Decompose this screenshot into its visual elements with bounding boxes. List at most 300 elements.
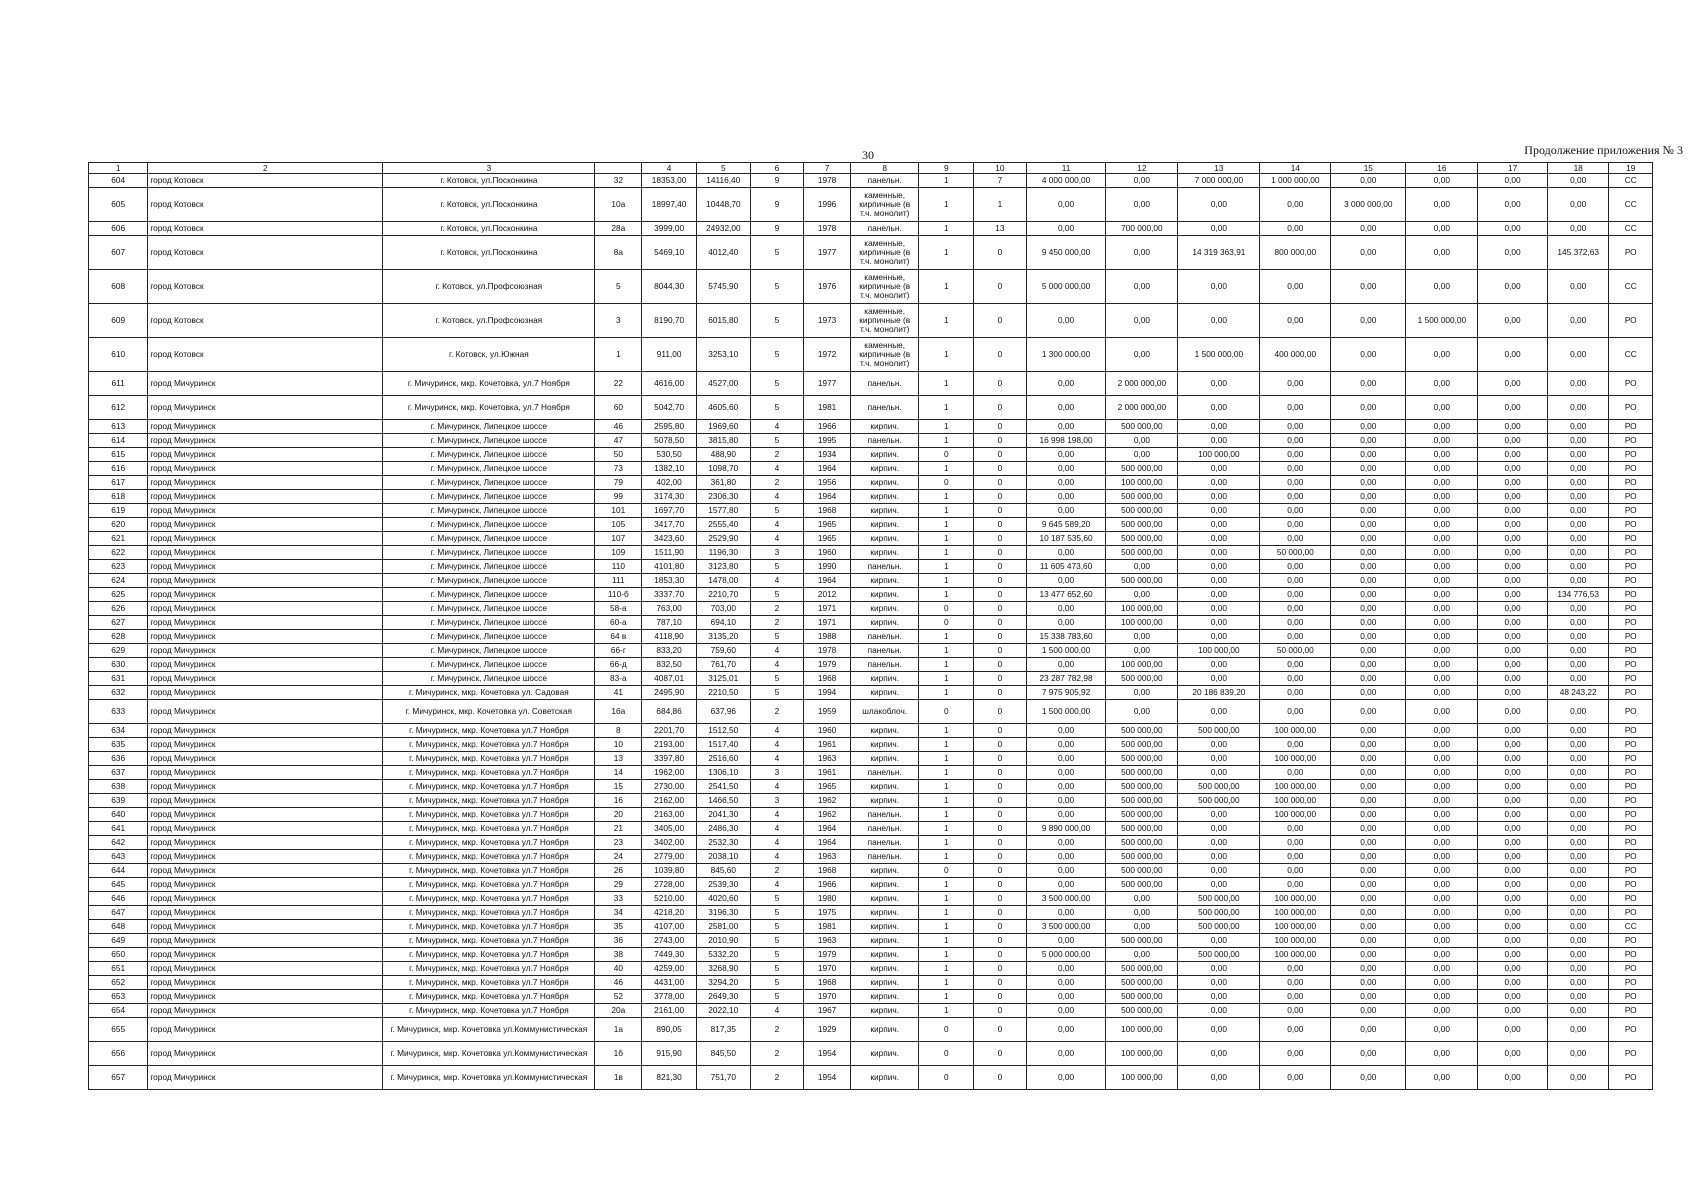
table-cell: 1 <box>919 808 974 822</box>
table-cell: 2728,00 <box>642 878 697 892</box>
table-cell: 0 <box>919 476 974 490</box>
table-cell: 1968 <box>804 672 851 686</box>
table-cell: 0,00 <box>1478 1066 1548 1090</box>
table-row <box>89 560 1653 574</box>
table-cell: 0,00 <box>1178 672 1260 686</box>
table-cell: 18997,40 <box>642 188 697 222</box>
table-cell: 5 <box>750 504 804 518</box>
table-cell: 0,00 <box>1260 504 1331 518</box>
table-cell: 500 000,00 <box>1178 794 1260 808</box>
table-cell: 0,00 <box>1331 588 1406 602</box>
table-cell: 500 000,00 <box>1106 574 1178 588</box>
table-cell: 500 000,00 <box>1106 808 1178 822</box>
table-cell: 3815,80 <box>696 434 750 448</box>
table-cell: 2 <box>750 602 804 616</box>
table-cell: 0,00 <box>1260 864 1331 878</box>
table-cell: 0,00 <box>1478 270 1548 304</box>
table-row <box>89 588 1653 602</box>
table-row <box>89 794 1653 808</box>
table-cell: 4218,20 <box>642 906 697 920</box>
table-cell: 1979 <box>804 658 851 672</box>
table-cell: 1 300 000,00 <box>1026 338 1106 372</box>
table-cell: 0,00 <box>1478 948 1548 962</box>
table-row <box>89 836 1653 850</box>
table-cell: 1964 <box>804 490 851 504</box>
table-cell: 46 <box>595 420 642 434</box>
table-cell: 0 <box>974 338 1026 372</box>
table-cell: город Мичуринск <box>148 780 383 794</box>
table-cell: 652 <box>89 976 148 990</box>
table-cell: 1 <box>919 420 974 434</box>
table-cell: 0,00 <box>1478 560 1548 574</box>
table-cell: панельн. <box>850 836 918 850</box>
table-cell: 0,00 <box>1260 616 1331 630</box>
table-cell: 0,00 <box>1547 738 1609 752</box>
table-cell: 0,00 <box>1478 724 1548 738</box>
table-cell: 2210,50 <box>696 686 750 700</box>
table-cell: город Мичуринск <box>148 672 383 686</box>
table-cell: 1962 <box>804 794 851 808</box>
table-row <box>89 222 1653 236</box>
table-cell: 1968 <box>804 504 851 518</box>
table-cell: 0,00 <box>1260 476 1331 490</box>
table-cell: панельн. <box>850 396 918 420</box>
table-cell: город Мичуринск <box>148 532 383 546</box>
table-cell: 0,00 <box>1547 174 1609 188</box>
table-cell: 0,00 <box>1178 532 1260 546</box>
table-cell: 0,00 <box>1026 934 1106 948</box>
table-cell: 9 <box>750 174 804 188</box>
table-cell: 0,00 <box>1478 808 1548 822</box>
table-cell: 500 000,00 <box>1106 462 1178 476</box>
table-cell: 107 <box>595 532 642 546</box>
table-cell: 0,00 <box>1178 396 1260 420</box>
table-cell: 3196,30 <box>696 906 750 920</box>
table-cell: 0,00 <box>1331 338 1406 372</box>
table-cell: 0 <box>974 588 1026 602</box>
table-cell: 0,00 <box>1026 780 1106 794</box>
table-cell: 0,00 <box>1331 462 1406 476</box>
table-cell: г. Мичуринск, Липецкое шоссе <box>383 630 595 644</box>
table-cell: 0,00 <box>1026 490 1106 504</box>
table-row <box>89 864 1653 878</box>
table-cell: РО <box>1609 532 1653 546</box>
table-cell: 0,00 <box>1026 836 1106 850</box>
table-cell: город Мичуринск <box>148 836 383 850</box>
table-cell: 0,00 <box>1331 546 1406 560</box>
table-cell: 0,00 <box>1406 236 1478 270</box>
table-cell: кирпич. <box>850 976 918 990</box>
table-cell: 0,00 <box>1406 738 1478 752</box>
table-cell: город Котовск <box>148 236 383 270</box>
table-cell: 0 <box>974 504 1026 518</box>
table-cell: 0,00 <box>1331 236 1406 270</box>
table-cell: 632 <box>89 686 148 700</box>
table-cell: 0,00 <box>1547 752 1609 766</box>
table-cell: 1961 <box>804 766 851 780</box>
table-cell: 0,00 <box>1478 1018 1548 1042</box>
table-cell: 0,00 <box>1406 836 1478 850</box>
table-row <box>89 518 1653 532</box>
table-row <box>89 420 1653 434</box>
table-cell: каменные, кирпичные (в т.ч. монолит) <box>850 188 918 222</box>
table-cell: 8190,70 <box>642 304 697 338</box>
table-cell: 0,00 <box>1547 864 1609 878</box>
table-cell: 1962 <box>804 808 851 822</box>
table-cell: город Мичуринск <box>148 700 383 724</box>
table-cell: РО <box>1609 1004 1653 1018</box>
table-cell: 2022,10 <box>696 1004 750 1018</box>
table-cell: 0,00 <box>1331 420 1406 434</box>
table-cell: 0,00 <box>1260 1004 1331 1018</box>
table-cell: кирпич. <box>850 672 918 686</box>
table-cell: 2486,30 <box>696 822 750 836</box>
table-cell: 641 <box>89 822 148 836</box>
table-cell: 0,00 <box>1547 490 1609 504</box>
table-cell: панельн. <box>850 174 918 188</box>
table-cell: РО <box>1609 822 1653 836</box>
table-cell: 1 500 000,00 <box>1026 700 1106 724</box>
table-cell: г. Мичуринск, Липецкое шоссе <box>383 672 595 686</box>
table-cell: 2539,30 <box>696 878 750 892</box>
table-cell: 0 <box>974 962 1026 976</box>
table-cell: 500 000,00 <box>1106 822 1178 836</box>
table-cell: г. Котовск, ул.Южная <box>383 338 595 372</box>
table-cell: 1697,70 <box>642 504 697 518</box>
table-cell: 1 <box>919 906 974 920</box>
table-cell: 0,00 <box>1178 976 1260 990</box>
table-cell: г. Мичуринск, мкр. Кочетовка ул.7 Ноября <box>383 990 595 1004</box>
table-cell: 0,00 <box>1406 878 1478 892</box>
table-cell: город Мичуринск <box>148 892 383 906</box>
table-cell: РО <box>1609 990 1653 1004</box>
table-cell: 0,00 <box>1178 602 1260 616</box>
table-cell: 0 <box>974 1042 1026 1066</box>
table-cell: г. Мичуринск, Липецкое шоссе <box>383 448 595 462</box>
table-row <box>89 616 1653 630</box>
table-cell: 0 <box>974 906 1026 920</box>
table-cell: 0 <box>974 724 1026 738</box>
table-cell: 110 <box>595 560 642 574</box>
table-cell: 643 <box>89 850 148 864</box>
table-cell: РО <box>1609 700 1653 724</box>
table-cell: 9 <box>750 188 804 222</box>
table-cell: 10 187 535,60 <box>1026 532 1106 546</box>
table-cell: 1994 <box>804 686 851 700</box>
table-cell: 0 <box>974 700 1026 724</box>
table-row <box>89 672 1653 686</box>
table-cell: город Мичуринск <box>148 990 383 1004</box>
table-cell: 0,00 <box>1178 222 1260 236</box>
table-cell: 4616,00 <box>642 372 697 396</box>
table-cell: 0,00 <box>1478 448 1548 462</box>
table-cell: 2306,30 <box>696 490 750 504</box>
table-cell: 621 <box>89 532 148 546</box>
table-cell: кирпич. <box>850 752 918 766</box>
table-cell: 0,00 <box>1478 836 1548 850</box>
table-cell: г. Мичуринск, мкр. Кочетовка ул.7 Ноября <box>383 864 595 878</box>
table-cell: кирпич. <box>850 738 918 752</box>
table-cell: 0 <box>974 630 1026 644</box>
table-cell: 0,00 <box>1178 766 1260 780</box>
table-cell: 0,00 <box>1331 686 1406 700</box>
table-cell: г. Котовск, ул.Посконкина <box>383 236 595 270</box>
table-cell: 1 <box>919 962 974 976</box>
table-cell: 3 <box>595 304 642 338</box>
table-cell: 2201,70 <box>642 724 697 738</box>
table-cell: 0,00 <box>1178 658 1260 672</box>
table-cell: город Мичуринск <box>148 546 383 560</box>
table-cell: 0,00 <box>1260 222 1331 236</box>
table-cell: город Котовск <box>148 304 383 338</box>
table-cell: 3 500 000,00 <box>1026 920 1106 934</box>
table-cell: 58-а <box>595 602 642 616</box>
table-cell: 0,00 <box>1478 766 1548 780</box>
table-cell: 625 <box>89 588 148 602</box>
table-cell: город Мичуринск <box>148 644 383 658</box>
table-cell: 0,00 <box>1106 630 1178 644</box>
table-cell: 500 000,00 <box>1106 878 1178 892</box>
table-cell: 0,00 <box>1106 338 1178 372</box>
table-cell: 1 <box>919 990 974 1004</box>
table-cell: 5 <box>750 976 804 990</box>
table-cell: 1996 <box>804 188 851 222</box>
table-cell: 0,00 <box>1406 892 1478 906</box>
table-cell: СС <box>1609 222 1653 236</box>
table-cell: 0 <box>974 738 1026 752</box>
table-cell: 1970 <box>804 962 851 976</box>
table-cell: панельн. <box>850 644 918 658</box>
table-cell: 0,00 <box>1026 878 1106 892</box>
table-cell: РО <box>1609 588 1653 602</box>
table-cell: 4259,00 <box>642 962 697 976</box>
column-header: 9 <box>919 163 974 174</box>
table-cell: 0,00 <box>1547 700 1609 724</box>
table-cell: 2649,30 <box>696 990 750 1004</box>
table-cell: 4 <box>750 850 804 864</box>
table-cell: 615 <box>89 448 148 462</box>
column-header: 17 <box>1478 163 1548 174</box>
table-cell: РО <box>1609 1042 1653 1066</box>
table-cell: 500 000,00 <box>1106 518 1178 532</box>
table-cell: 20 186 839,20 <box>1178 686 1260 700</box>
table-cell: 0,00 <box>1406 588 1478 602</box>
table-cell: 20а <box>595 1004 642 1018</box>
table-cell: 1977 <box>804 236 851 270</box>
table-cell: кирпич. <box>850 588 918 602</box>
table-cell: 0,00 <box>1406 1042 1478 1066</box>
table-cell: 0,00 <box>1260 658 1331 672</box>
table-cell: 648 <box>89 920 148 934</box>
table-cell: 1 <box>919 794 974 808</box>
table-cell: 4 <box>750 518 804 532</box>
table-cell: 1968 <box>804 976 851 990</box>
table-row <box>89 1018 1653 1042</box>
table-cell: 4012,40 <box>696 236 750 270</box>
table-cell: г. Мичуринск, Липецкое шоссе <box>383 658 595 672</box>
table-cell: 0,00 <box>1406 906 1478 920</box>
table-cell: 0,00 <box>1026 1066 1106 1090</box>
table-cell: 1 <box>919 588 974 602</box>
table-cell: 0,00 <box>1406 546 1478 560</box>
table-cell: 0,00 <box>1331 850 1406 864</box>
table-cell: 100 000,00 <box>1260 920 1331 934</box>
table-cell: 0,00 <box>1026 738 1106 752</box>
table-cell: 0,00 <box>1547 504 1609 518</box>
table-cell: 0 <box>974 934 1026 948</box>
table-cell: 1988 <box>804 630 851 644</box>
table-cell: 0,00 <box>1106 434 1178 448</box>
table-cell: 4 000 000,00 <box>1026 174 1106 188</box>
table-cell: кирпич. <box>850 962 918 976</box>
table-cell: 0,00 <box>1106 448 1178 462</box>
table-cell: 5332,20 <box>696 948 750 962</box>
table-cell: 14116,40 <box>696 174 750 188</box>
table-cell: 4 <box>750 532 804 546</box>
table-cell: 5 000 000,00 <box>1026 948 1106 962</box>
table-cell: 0,00 <box>1026 724 1106 738</box>
table-cell: 0,00 <box>1178 616 1260 630</box>
table-cell: РО <box>1609 752 1653 766</box>
table-cell: 0 <box>974 396 1026 420</box>
table-cell: 1 <box>919 672 974 686</box>
table-cell: 500 000,00 <box>1106 976 1178 990</box>
table-cell: СС <box>1609 920 1653 934</box>
table-cell: город Котовск <box>148 188 383 222</box>
table-cell: 5 <box>750 990 804 1004</box>
table-row <box>89 738 1653 752</box>
table-cell: кирпич. <box>850 1004 918 1018</box>
table-cell: 100 000,00 <box>1178 644 1260 658</box>
table-cell: 66-г <box>595 644 642 658</box>
table-cell: город Мичуринск <box>148 372 383 396</box>
table-cell: 500 000,00 <box>1106 850 1178 864</box>
table-cell: 619 <box>89 504 148 518</box>
table-cell: 787,10 <box>642 616 697 630</box>
table-cell: г. Мичуринск, мкр. Кочетовка ул.7 Ноября <box>383 850 595 864</box>
table-row <box>89 270 1653 304</box>
table-cell: 0 <box>974 574 1026 588</box>
table-cell: 5 <box>750 372 804 396</box>
table-cell: 1980 <box>804 892 851 906</box>
table-cell: 0,00 <box>1547 616 1609 630</box>
table-cell: 633 <box>89 700 148 724</box>
table-cell: 0,00 <box>1478 1004 1548 1018</box>
table-cell: 6015,80 <box>696 304 750 338</box>
table-cell: панельн. <box>850 630 918 644</box>
table-cell: город Мичуринск <box>148 948 383 962</box>
table-cell: 3405,00 <box>642 822 697 836</box>
table-cell: 4 <box>750 822 804 836</box>
table-cell: г. Мичуринск, мкр. Кочетовка ул.7 Ноября <box>383 1004 595 1018</box>
table-cell: 79 <box>595 476 642 490</box>
table-cell: 0,00 <box>1478 174 1548 188</box>
table-cell: 1 <box>919 532 974 546</box>
table-cell: 0,00 <box>1547 396 1609 420</box>
table-cell: 0,00 <box>1260 420 1331 434</box>
table-cell: 800 000,00 <box>1260 236 1331 270</box>
table-cell: 613 <box>89 420 148 434</box>
table-cell: 5 <box>750 892 804 906</box>
table-row <box>89 304 1653 338</box>
table-cell: г. Мичуринск, мкр. Кочетовка ул.7 Ноября <box>383 892 595 906</box>
table-cell: 0 <box>974 864 1026 878</box>
table-cell: РО <box>1609 962 1653 976</box>
table-cell: 1 <box>919 236 974 270</box>
table-cell: 23 287 782,98 <box>1026 672 1106 686</box>
table-cell: 1954 <box>804 1066 851 1090</box>
table-cell: 0,00 <box>1178 822 1260 836</box>
table-cell: 16а <box>595 700 642 724</box>
table-cell: 0,00 <box>1178 490 1260 504</box>
table-cell: 0,00 <box>1547 372 1609 396</box>
table-cell: 1 <box>919 1004 974 1018</box>
table-cell: 3268,90 <box>696 962 750 976</box>
table-cell: 500 000,00 <box>1106 864 1178 878</box>
table-cell: г. Мичуринск, мкр. Кочетовка ул.7 Ноября <box>383 934 595 948</box>
table-cell: 1981 <box>804 920 851 934</box>
table-cell: 2581,00 <box>696 920 750 934</box>
table-cell: 0,00 <box>1331 906 1406 920</box>
table-cell: 605 <box>89 188 148 222</box>
table-cell: город Мичуринск <box>148 518 383 532</box>
table-cell: 0,00 <box>1026 752 1106 766</box>
table-row <box>89 700 1653 724</box>
table-cell: 0 <box>919 1066 974 1090</box>
table-cell: г. Мичуринск, Липецкое шоссе <box>383 560 595 574</box>
table-cell: 0,00 <box>1406 518 1478 532</box>
table-cell: 2 <box>750 700 804 724</box>
table-cell: РО <box>1609 850 1653 864</box>
table-cell: город Мичуринск <box>148 934 383 948</box>
table-cell: 0,00 <box>1406 752 1478 766</box>
table-cell: 0,00 <box>1547 1066 1609 1090</box>
table-cell: СС <box>1609 270 1653 304</box>
table-cell: 0,00 <box>1547 188 1609 222</box>
table-cell: 890,05 <box>642 1018 697 1042</box>
table-cell: 0,00 <box>1478 546 1548 560</box>
table-cell: 0,00 <box>1478 850 1548 864</box>
table-cell: город Мичуринск <box>148 560 383 574</box>
table-cell: город Мичуринск <box>148 434 383 448</box>
table-cell: 1 <box>919 188 974 222</box>
table-cell: 0,00 <box>1478 752 1548 766</box>
table-cell: 41 <box>595 686 642 700</box>
table-cell: 1 <box>919 338 974 372</box>
table-cell: 1511,90 <box>642 546 697 560</box>
table-cell: 1466,50 <box>696 794 750 808</box>
table-cell: РО <box>1609 948 1653 962</box>
table-cell: 0 <box>974 850 1026 864</box>
table-cell: 145 372,63 <box>1547 236 1609 270</box>
table-cell: 0,00 <box>1178 934 1260 948</box>
table-cell: 0,00 <box>1331 304 1406 338</box>
table-cell: 100 000,00 <box>1260 780 1331 794</box>
table-cell: 4 <box>750 658 804 672</box>
table-cell: 0,00 <box>1178 700 1260 724</box>
table-cell: кирпич. <box>850 794 918 808</box>
table-cell: 3125,01 <box>696 672 750 686</box>
table-cell: 1975 <box>804 906 851 920</box>
table-cell: 18353,00 <box>642 174 697 188</box>
table-cell: 0 <box>974 236 1026 270</box>
table-cell: 0,00 <box>1178 836 1260 850</box>
table-cell: 500 000,00 <box>1106 738 1178 752</box>
table-cell: 100 000,00 <box>1260 794 1331 808</box>
table-cell: 0,00 <box>1406 434 1478 448</box>
table-cell: 0,00 <box>1406 672 1478 686</box>
table-cell: РО <box>1609 304 1653 338</box>
